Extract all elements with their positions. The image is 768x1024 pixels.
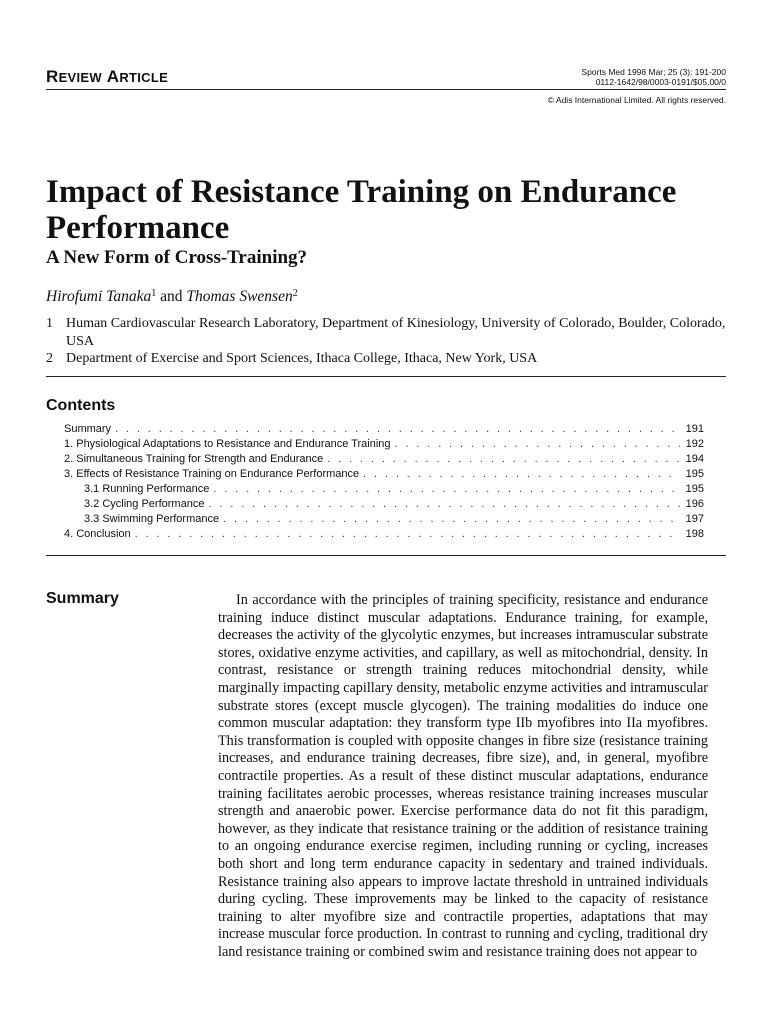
toc-entry-label: 1. Physiological Adaptations to Resistance and Endurance Training [64, 438, 391, 450]
article-title: Impact of Resistance Training on Endurance Performance [46, 174, 677, 246]
author-affiliation-mark: 1 [151, 288, 157, 299]
toc-leader-dots [209, 482, 680, 497]
toc-page-number: 195 [685, 483, 704, 495]
toc-entry-label: 3. Effects of Resistance Training on Endurance Performance [64, 468, 360, 480]
toc-entry[interactable] [64, 422, 704, 437]
toc-subentry[interactable] [64, 512, 704, 527]
toc-page-number: 198 [685, 528, 704, 540]
toc-page-number: 195 [685, 468, 704, 480]
toc-subentry[interactable] [64, 482, 704, 497]
journal-citation [581, 67, 726, 87]
affiliation-text: Department of Exercise and Sport Sciences, Ithaca College, Ithaca, New York, USA [66, 351, 538, 366]
affiliation-item [46, 350, 726, 368]
toc-page-number: 194 [685, 453, 704, 465]
toc-leader-dots [219, 512, 680, 527]
article-type-initial-a: A [106, 67, 120, 86]
contents-top-rule [46, 376, 726, 377]
header-rule [46, 89, 726, 90]
toc-leader-dots [359, 467, 680, 482]
table-of-contents [64, 422, 704, 542]
author-name: Hirofumi Tanaka [46, 288, 152, 305]
affiliation-number: 2 [46, 351, 53, 366]
toc-leader-dots [204, 497, 680, 512]
toc-page-number: 191 [685, 423, 704, 435]
toc-entry-label: 3.2 Cycling Performance [84, 498, 205, 510]
toc-entry[interactable] [64, 452, 704, 467]
toc-subentry[interactable] [64, 497, 704, 512]
contents-heading: Contents [46, 397, 116, 414]
author-conjunction: and [156, 288, 187, 305]
summary-paragraph: In accordance with the principles of training specificity, resistance and endurance training induce distinct muscular adaptations. Endurance training, for example, decreases the activity of the glycolytic enzymes, but increases intramuscular substrate stores, oxidative enzyme activities, and capillary, as well as mitochondrial, density. In contrast, resistance or strength training reduces mitochondrial density, while marginally impacting capillary density, metabolic enzyme activities and intramuscular substrate stores (except muscle glycogen). The training modalities do induce one common muscular adaptation: they transform type IIb myofibres into IIa myofibres. This transformation is coupled with opposite changes in fibre size (resistance training increases, and endurance training decreases, fibre size), and, in general, myofibre contractile properties. As a result of these distinct muscular adaptations, endurance training facilitates aerobic processes, whereas resistance training increases muscular strength and anaerobic power. Exercise performance data do not fit this paradigm, however, as they indicate that resistance training or the addition of resistance training to an ongoing endurance exercise regimen, including running or cycling, increases both short and long term endurance capacity in sedentary and trained individuals. Resistance training also appears to improve lactate threshold in untrained individuals during cycling. These improvements may be linked to the capacity of resistance training to alter myofibre size and contractile properties, adaptations that may increase muscular force production. In contrast to running and cycling, traditional dry land resistance training or combined swim and resistance training does not appear to [218, 592, 708, 960]
toc-entry[interactable] [64, 527, 704, 542]
author-affiliation-mark: 2 [292, 288, 298, 299]
article-subtitle: A New Form of Cross-Training? [46, 247, 308, 268]
contents-bottom-rule [46, 555, 726, 556]
toc-page-number: 197 [685, 513, 704, 525]
journal-issn-line: 0112-1642/98/0003-0191/$05.00/0 [595, 77, 726, 87]
author-name: Thomas Swensen [186, 288, 293, 305]
affiliation-text: Human Cardiovascular Research Laboratory, Department of Kinesiology, University of Colorado, Boulder, Colorado, USA [66, 316, 726, 349]
summary-heading: Summary [46, 590, 119, 607]
toc-entry-label: 4. Conclusion [64, 528, 131, 540]
toc-leader-dots [131, 527, 680, 542]
affiliation-number: 1 [46, 316, 53, 331]
toc-entry-label: 3.3 Swimming Performance [84, 513, 220, 525]
toc-page-number: 192 [685, 438, 704, 450]
toc-page-number: 196 [685, 498, 704, 510]
affiliation-item [46, 315, 726, 350]
toc-entry-label: 3.1 Running Performance [84, 483, 210, 495]
copyright-notice: © Adis International Limited. All rights reserved. [547, 95, 726, 105]
toc-entry[interactable] [64, 437, 704, 452]
toc-leader-dots [111, 422, 680, 437]
toc-leader-dots [391, 437, 680, 452]
author-line [46, 288, 298, 306]
journal-citation-line: Sports Med 1998 Mar; 25 (3): 191-200 [581, 67, 726, 77]
toc-entry-label: Summary [64, 423, 112, 435]
affiliations [46, 315, 726, 368]
article-type-initial-r: R [46, 67, 59, 86]
article-type-rest-r: EVIEW [58, 70, 102, 85]
article-type [46, 67, 168, 87]
article-type-rest-a: RTICLE [119, 70, 169, 85]
toc-entry[interactable] [64, 467, 704, 482]
toc-entry-label: 2. Simultaneous Training for Strength and Endurance [64, 453, 324, 465]
toc-leader-dots [323, 452, 680, 467]
